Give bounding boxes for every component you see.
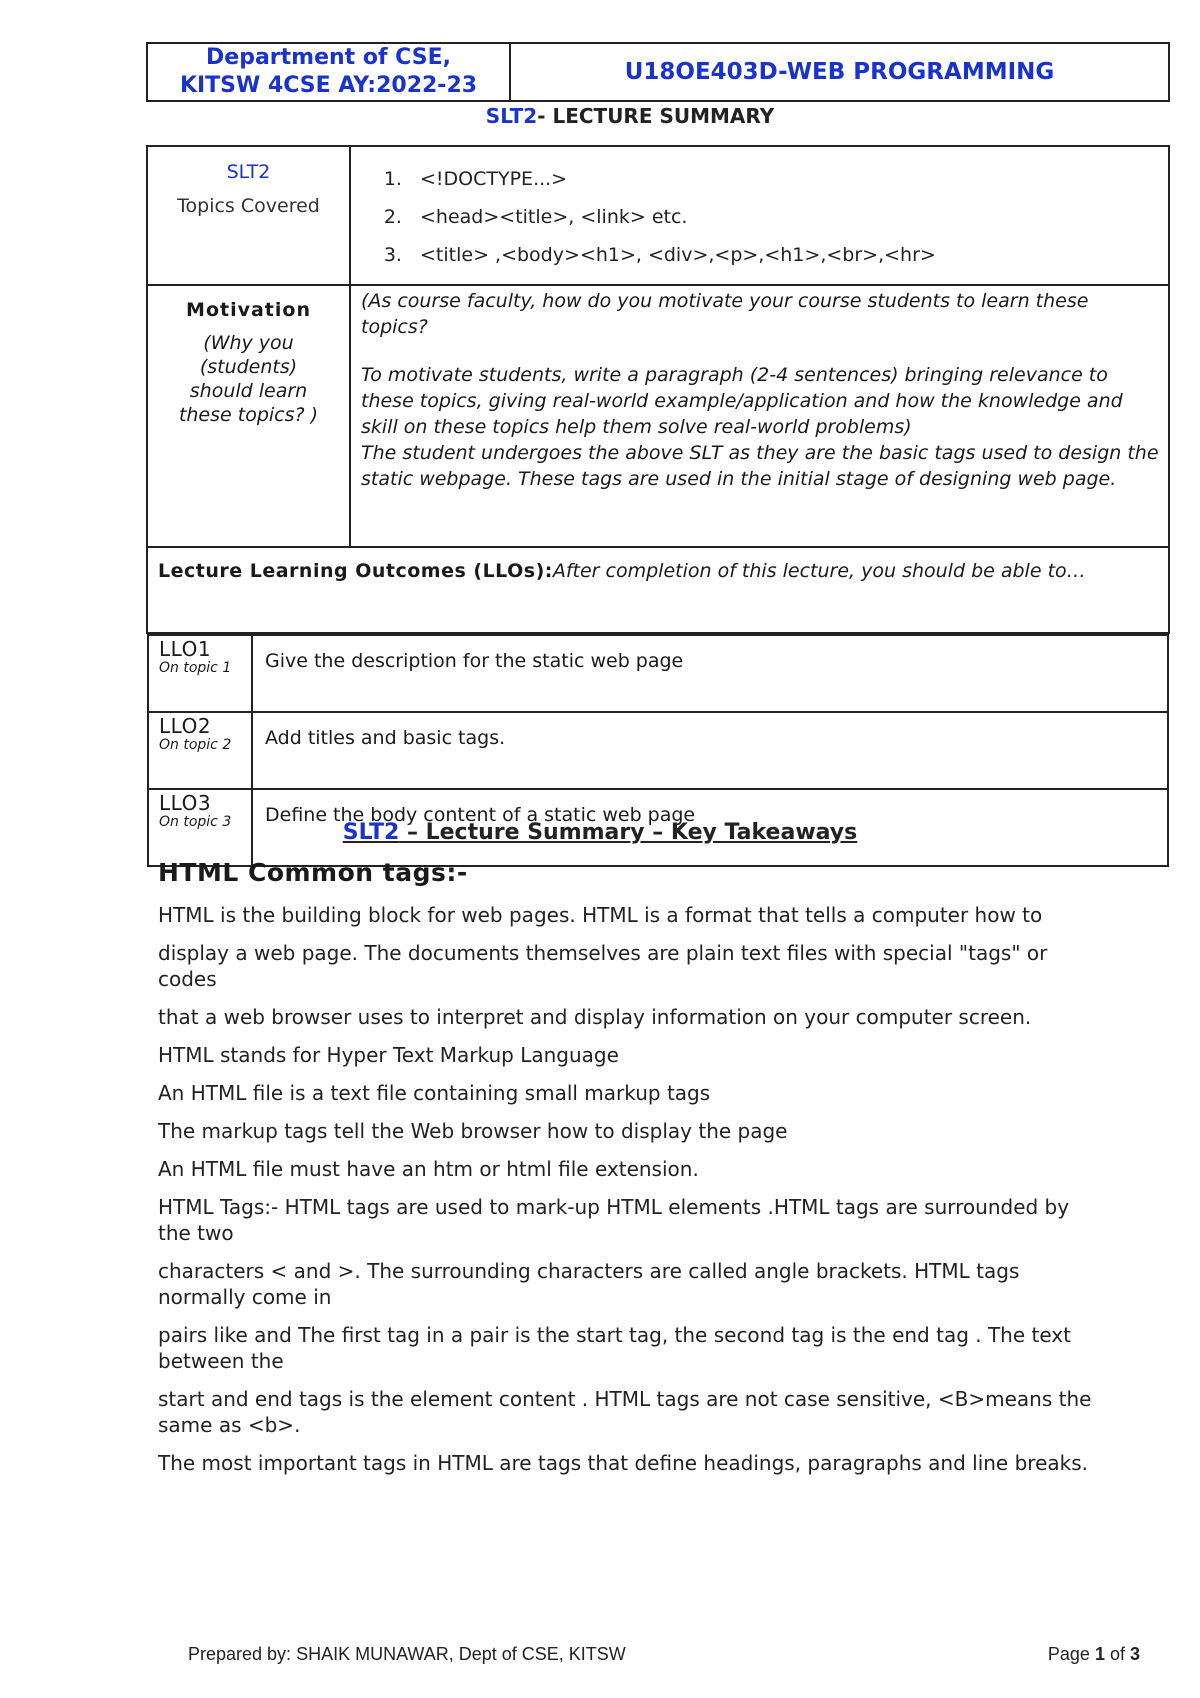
department-cell <box>148 44 511 100</box>
slt-label: SLT2 <box>226 161 271 183</box>
llo-heading: Lecture Learning Outcomes (LLOs): <box>158 560 553 582</box>
slt-code: SLT2 <box>485 104 538 128</box>
key-takeaways-text: – Lecture Summary – Key Takeaways <box>399 820 858 845</box>
topics-list <box>352 160 1167 274</box>
paragraph: An HTML file is a text file containing small markup tags <box>158 1081 711 1105</box>
topics-row <box>147 146 1169 285</box>
llo-heading-row <box>147 547 1169 633</box>
paragraph: display a web page. The documents themselves are plain text files with special "tags" or codes <box>158 941 1048 991</box>
current-page: 1 <box>1094 1644 1105 1664</box>
paragraph: HTML is the building block for web pages. HTML is a format that tells a computer how to <box>158 903 1043 927</box>
prepared-by <box>188 1644 626 1665</box>
llo-heading-tail: After completion of this lecture, you should be able to… <box>552 560 1086 582</box>
paragraph: The most important tags in HTML are tags that define headings, paragraphs and line breaks. <box>158 1451 1088 1475</box>
motivation-label-cell <box>147 285 350 547</box>
academic-year-line: KITSW 4CSE AY:2022-23 <box>179 73 478 98</box>
llo-description: Define the body content of a static web page <box>252 789 1168 866</box>
course-title: U18OE403D-WEB PROGRAMMING <box>624 59 1055 85</box>
section-heading: HTML Common tags:- <box>158 858 468 887</box>
llo-row <box>148 712 1168 789</box>
paragraph: HTML Tags:- HTML tags are used to mark-up HTML elements .HTML tags are surrounded by the two <box>158 1195 1070 1245</box>
paragraph: HTML stands for Hyper Text Markup Language <box>158 1043 619 1067</box>
topic-item: 2. <head><title>, <link> etc. <box>408 198 1167 236</box>
key-takeaways-slt: SLT2 <box>342 820 400 845</box>
llo-description: Give the description for the static web page <box>252 635 1168 712</box>
summary-title-text: - LECTURE SUMMARY <box>537 104 775 128</box>
motivation-prompt: (As course faculty, how do you motivate your course students to learn these topics? <box>361 290 1089 338</box>
llo-id: LLO2 <box>159 714 212 738</box>
llo-heading-cell <box>147 547 1169 633</box>
motivation-subtitle: (Why you (students) should learn these topics? ) <box>178 332 319 426</box>
takeaways-body <box>158 902 1098 1488</box>
paragraph: An HTML file must have an htm or html file extension. <box>158 1157 699 1181</box>
topics-covered-label: Topics Covered <box>177 195 320 217</box>
topic-item: 3. <title> ,<body><h1>, <div>,<p>,<h1>,<br>,<hr> <box>408 236 1167 274</box>
paragraph: characters < and >. The surrounding characters are called angle brackets. HTML tags normally come in <box>158 1259 1020 1309</box>
lecture-summary-table <box>146 145 1170 867</box>
paragraph: pairs like and The first tag in a pair is the start tag, the second tag is the end tag . The text between the <box>158 1323 1071 1373</box>
llo-topic-ref: On topic 1 <box>159 660 232 676</box>
llo-id: LLO3 <box>159 791 212 815</box>
key-takeaways-title <box>0 820 1200 845</box>
llo-id-cell <box>148 712 252 789</box>
llo-row <box>148 635 1168 712</box>
lecture-summary-title <box>0 104 1200 128</box>
topics-label-cell <box>147 146 350 285</box>
total-pages: 3 <box>1129 1644 1140 1664</box>
llo-description: Add titles and basic tags. <box>252 712 1168 789</box>
topics-list-cell <box>350 146 1169 285</box>
paragraph: start and end tags is the element content . HTML tags are not case sensitive, <B>means the same as <b>. <box>158 1387 1092 1437</box>
paragraph: that a web browser uses to interpret and display information on your computer screen. <box>158 1005 1032 1029</box>
motivation-heading: Motivation <box>186 299 311 321</box>
department-line: Department of CSE, <box>206 45 451 70</box>
motivation-answer: The student undergoes the above SLT as they are the basic tags used to design the static webpage. These tags are used in the initial stage of designing web page. <box>361 442 1159 490</box>
llo-id: LLO1 <box>159 637 212 661</box>
motivation-text-cell <box>350 285 1169 547</box>
page-number: Page 1 of 3 <box>1047 1644 1140 1664</box>
paragraph: The markup tags tell the Web browser how to display the page <box>158 1119 788 1143</box>
header-box <box>146 42 1170 102</box>
page-footer <box>188 1644 1140 1665</box>
llo-topic-ref: On topic 3 <box>159 814 232 830</box>
prepared-by-label: Prepared by: <box>188 1644 292 1664</box>
llo-topic-ref: On topic 2 <box>159 737 232 753</box>
topic-item: 1. <!DOCTYPE...> <box>408 160 1167 198</box>
motivation-instruction: To motivate students, write a paragraph (2-4 sentences) bringing relevance to these topics, giving real-world example/application and how the knowledge and skill on these topics help them solve real-world problems) <box>361 364 1123 438</box>
prepared-by-name: SHAIK MUNAWAR, Dept of CSE, KITSW <box>291 1644 626 1664</box>
motivation-row <box>147 285 1169 547</box>
llo-id-cell <box>148 635 252 712</box>
